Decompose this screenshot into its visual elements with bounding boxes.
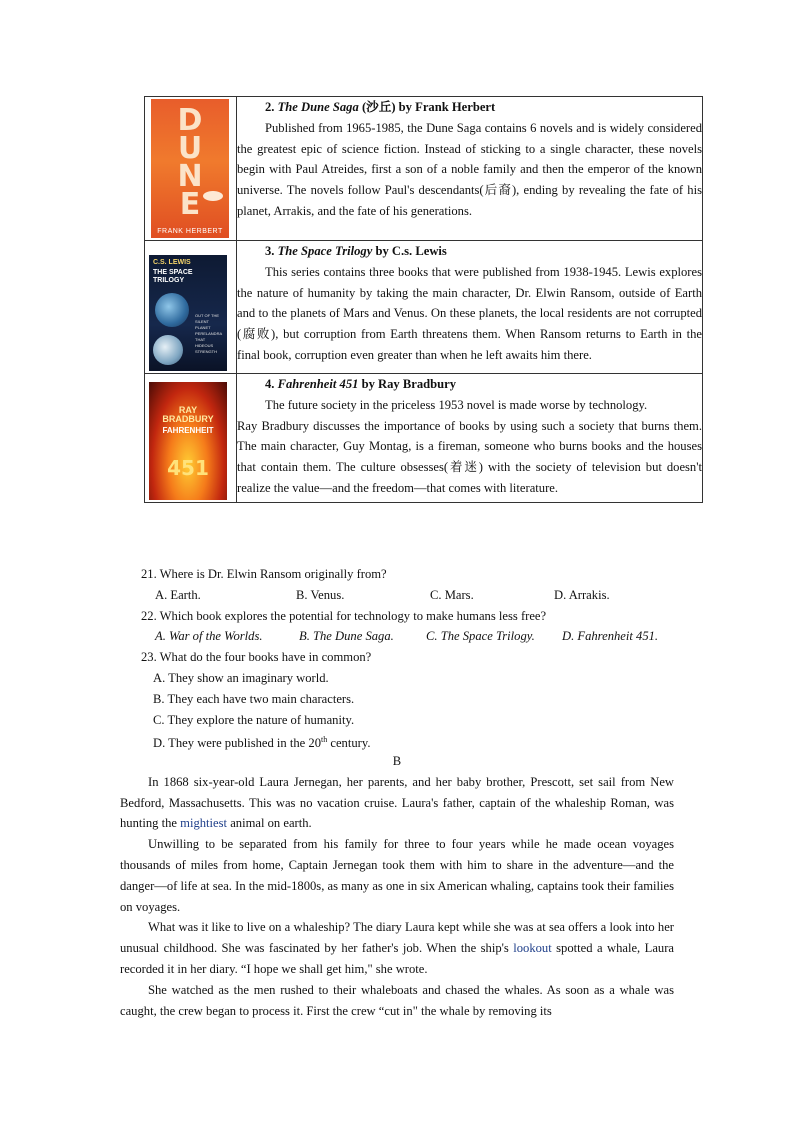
option: B. The Dune Saga.	[299, 629, 394, 644]
option: A. Earth.	[155, 587, 201, 602]
option: D. Fahrenheit 451.	[562, 629, 659, 644]
option: C. The Space Trilogy.	[426, 629, 535, 644]
question-22: 22. Which book explores the potential for technology to make humans less free?	[141, 608, 547, 623]
option: B. Venus.	[296, 587, 345, 602]
paragraph: In 1868 six-year-old Laura Jernegan, her parents, and her baby brother, Prescott, set sail from New Bedford, Massachusetts. This was no vacation cruise. Laura's father, captain of the whaleship Roman, was hunting the mightiest animal on earth.	[120, 774, 674, 831]
book-title: 4. Fahrenheit 451 by Ray Bradbury	[265, 377, 457, 391]
option: D. Arrakis.	[554, 587, 610, 602]
paragraph: She watched as the men rushed to their whaleboats and chased the whales. As soon as a whale was caught, the crew began to process it. First the crew “cut in" the whale by removing its	[120, 982, 674, 1018]
dune-cover-image: D U N E FRANK HERBERT	[151, 99, 229, 238]
book-description: The future society in the priceless 1953 novel is made worse by technology.	[265, 397, 648, 412]
questions-section	[141, 564, 701, 751]
option: A. War of the Worlds.	[155, 629, 263, 644]
option: C. Mars.	[430, 587, 474, 602]
section-letter: B	[392, 754, 402, 768]
option: A. They show an imaginary world.	[153, 670, 329, 685]
option: C. They explore the nature of humanity.	[153, 712, 355, 727]
option: B. They each have two main characters.	[153, 691, 355, 706]
question-21-options	[141, 585, 701, 606]
book-description: This series contains three books that were published from 1938-1945. Lewis explores the nature of humanity by taking the main character, Dr. Elwin Ransom, outside of Earth and to the planets of Mars and Venus. On these planets, the local residents are not corrupted (腐败), but corruption from Earth threatens them. When Ransom returns to Earth in the final book, corruption even greater than when he left awaits him there.	[237, 264, 702, 362]
book-row-fahrenheit	[145, 374, 703, 503]
book-row-dune	[145, 97, 703, 241]
book-title: 3. The Space Trilogy by C.s. Lewis	[265, 244, 447, 258]
question-22-options	[141, 626, 701, 647]
fahrenheit-cover-image: RAY BRADBURY FAHRENHEIT 451	[149, 382, 227, 500]
book-title: 2. The Dune Saga (沙丘) by Frank Herbert	[265, 100, 496, 114]
book-row-space-trilogy	[145, 241, 703, 374]
question-23: 23. What do the four books have in common?	[141, 650, 372, 665]
paragraph: What was it like to live on a whaleship? The diary Laura kept while she was at sea offers a look into her unusual childhood. She was fascinated by her father's job. When the ship's lookout spotted a whale, Laura recorded it in her diary. “I hope we shall get him," she wrote.	[120, 920, 674, 976]
space-trilogy-cover-image: C.S. LEWIS THE SPACE TRILOGY OUT OF THE SILENT PLANET PERELANDRA THAT HIDEOUS STRENGTH	[149, 255, 227, 371]
passage-b	[120, 751, 674, 1021]
book-description: Published from 1965-1985, the Dune Saga contains 6 novels and is widely considered the greatest epic of science fiction. Instead of sticking to a single character, these novels begin with Paul Atreides, first a son of a noble family and then the emperor of the known universe. The novels follow Paul's descendants(后裔), ending by revealing the fate of his planet, Arrakis, and the fate of his generations.	[237, 120, 702, 218]
paragraph: Unwilling to be separated from his family for three to four years while he made ocean voyages thousands of miles from home, Captain Jernegan took them with him to share in the adventure—and the danger—of life at sea. In the mid-1800s, as many as one in six American whaling, captains took their families on voyages.	[120, 837, 674, 914]
question-21: 21. Where is Dr. Elwin Ransom originally from?	[141, 567, 387, 581]
book-description: Ray Bradbury discusses the importance of books by using such a society that burns them. The main character, Guy Montag, is a fireman, someone who burns books and the houses that contain them. The culture obsesses(着迷) with the society of television but doesn't realize the value—and the freedom—that comes with literature.	[237, 418, 702, 495]
option: D. They were published in the 20th century.	[153, 735, 371, 751]
book-table	[144, 96, 703, 503]
